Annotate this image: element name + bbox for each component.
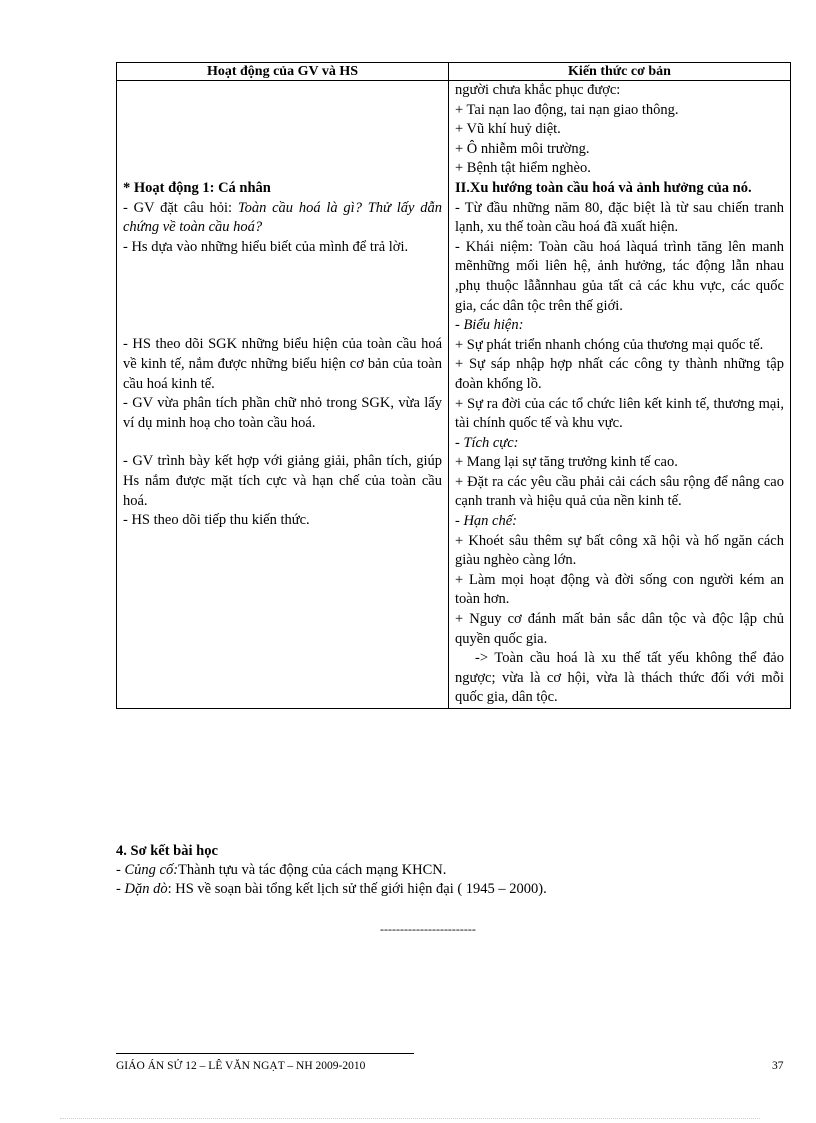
section-separator: ------------------------ [380, 922, 476, 936]
page-bottom-border [60, 1118, 760, 1119]
positive-item: + Đặt ra các yêu cầu phải cải cách sâu rộng để nâng cao cạnh tranh và hiệu quả của nền kinh tế. [455, 473, 784, 510]
continued-line: người chưa khắc phục được: [455, 82, 621, 98]
table-row [117, 81, 791, 709]
expressions-label: - Biểu hiện: [455, 317, 524, 334]
lesson-summary [116, 842, 790, 899]
concept-paragraph: - Khái niệm: Toàn cầu hoá làquá trình tăng lên manh mẽnhững mối liên hệ, ảnh hưởng, tác động lẫn nhau ,phụ thuộc lẫẫnnhau gủa tất cả các khu vực, các quốc gia, các dân tộc trên thế giới. [455, 238, 784, 314]
origin-paragraph: - Từ đầu những năm 80, đặc biệt là từ sau chiến tranh lạnh, xu thế toàn cầu hoá đã xuất hiện. [455, 199, 784, 236]
summary-homework: - Dặn dò: HS về soạn bài tổng kết lịch sử thế giới hiện đại ( 1945 – 2000). [116, 881, 547, 897]
conclusion: -> Toàn cầu hoá là xu thế tất yếu không thể đảo ngược; vừa là cơ hội, vừa là thách thức đối với mỗi quốc gia, dân tộc. [455, 650, 788, 706]
negative-item: + Nguy cơ đánh mất bản sắc dân tộc và độc lập chủ quyền quốc gia. [455, 611, 784, 647]
problem-item: + Bệnh tật hiểm nghèo. [455, 160, 591, 177]
gv-question-paragraph [123, 199, 442, 238]
negative-label: - Hạn chế: [455, 513, 518, 530]
page-number: 37 [772, 1060, 784, 1072]
footer-text: GIÁO ÁN SỬ 12 – LÊ VĂN NGẠT – NH 2009-2010 [116, 1060, 366, 1072]
positive-label: - Tích cực: [455, 434, 519, 451]
activities-cell [117, 81, 449, 709]
expression-item: + Sự ra đời của các tổ chức liên kết kinh tế, thương mại, tài chính quốc tế và khu vực. [455, 395, 784, 432]
problem-item: + Vũ khí huỷ diệt. [455, 121, 561, 138]
section-title: II.Xu hướng toàn cầu hoá và ảnh hưởng của nó. [455, 179, 752, 196]
header-basic-knowledge: Kiến thức cơ bản [449, 63, 791, 81]
homework-text: : HS về soạn bài tổng kết lịch sử thế giới hiện đại ( 1945 – 2000). [167, 881, 547, 897]
lesson-table [116, 62, 791, 709]
positive-item: + Mang lại sự tăng trưởng kinh tế cao. [455, 454, 678, 471]
gv-question-prefix: - GV đặt câu hỏi: [123, 199, 238, 216]
hs-answer: - Hs dựa vào những hiểu biết của mình để trả lời. [123, 238, 409, 255]
expression-item: + Sự sáp nhập hợp nhất các công ty thành những tập đoàn khổng lồ. [455, 356, 784, 392]
summary-consolidate: - Củng cố:Thành tựu và tác động của cách mạng KHCN. [116, 862, 447, 878]
negative-item: + Làm mọi hoạt động và đời sống con người kém an toàn hơn. [455, 571, 784, 608]
negative-item: + Khoét sâu thêm sự bất công xã hội và hố ngăn cách giàu nghèo càng lớn. [455, 532, 784, 569]
hs-follow-sgk: - HS theo dõi SGK những biểu hiện của toàn cầu hoá về kinh tế, nắm được những biểu hiện cơ bản của toàn cầu hoá kinh tế. [123, 336, 442, 392]
gv-analysis: - GV vừa phân tích phần chữ nhỏ trong SGK, vừa lấy ví dụ minh hoạ cho toàn cầu hoá. [123, 395, 442, 431]
consolidate-text: Thành tựu và tác động của cách mạng KHCN. [178, 862, 447, 878]
activity-heading: * Hoạt động 1: Cá nhân [123, 180, 271, 196]
consolidate-label: Củng cố: [124, 862, 179, 878]
footer-divider [116, 1053, 414, 1054]
hs-follow: - HS theo dõi tiếp thu kiến thức. [123, 512, 310, 529]
knowledge-cell [449, 81, 791, 709]
gv-question: Toàn cầu hoá là gì? Thử lấy dẫn chứng về toàn cầu hoá? [123, 199, 443, 236]
summary-heading: 4. Sơ kết bài học [116, 843, 218, 859]
table-header-row [117, 63, 791, 81]
problem-item: + Tai nạn lao động, tai nạn giao thông. [455, 101, 679, 118]
problem-item: + Ô nhiễm môi trường. [455, 140, 590, 157]
gv-present: - GV trình bày kết hợp với giảng giải, phân tích, giúp Hs nắm được mặt tích cực và hạn chế của toàn cầu hoá. [123, 453, 442, 509]
expression-item: + Sự phát triển nhanh chóng của thương mại quốc tế. [455, 336, 764, 353]
homework-label: Dặn dò [124, 881, 168, 897]
header-teacher-student-activity: Hoạt động của GV và HS [117, 63, 449, 81]
